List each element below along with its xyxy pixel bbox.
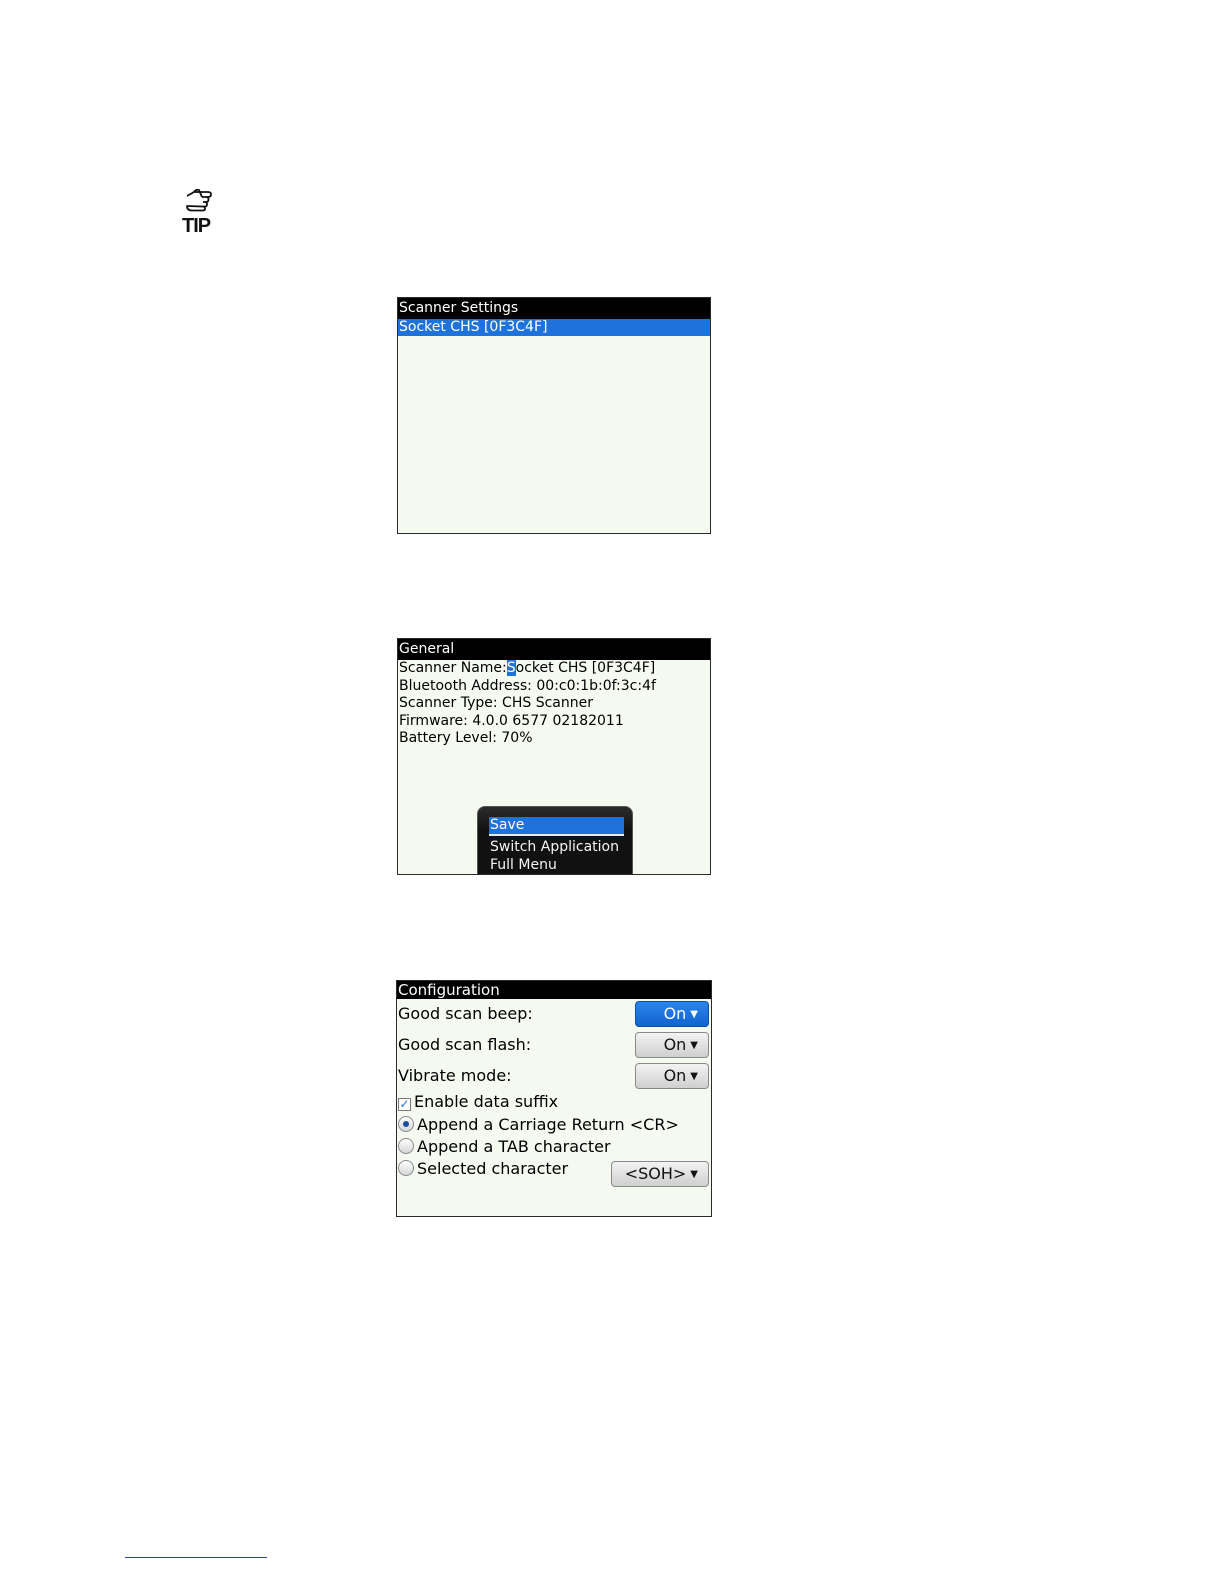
scanner-type: Scanner Type: CHS Scanner: [399, 695, 593, 712]
chevron-down-icon: ▼: [690, 1169, 698, 1180]
enable-data-suffix-label: Enable data suffix: [414, 1092, 559, 1111]
configuration-screen: [396, 980, 712, 1217]
good-scan-flash-label: Good scan flash:: [398, 1035, 532, 1054]
menu-item-switch-application[interactable]: Switch Application: [490, 839, 619, 855]
screen-title: General: [398, 639, 710, 660]
good-scan-flash-dropdown[interactable]: [635, 1032, 709, 1058]
footer-link-underline[interactable]: [125, 1557, 267, 1558]
screen-title: Configuration: [397, 981, 711, 999]
battery-level: Battery Level: 70%: [399, 730, 533, 747]
scanner-name-value: ocket CHS [0F3C4F]: [515, 660, 656, 676]
tip-label: TIP: [182, 215, 211, 237]
radio-button[interactable]: [398, 1160, 414, 1176]
option-label: Append a TAB character: [417, 1137, 611, 1156]
context-menu: [477, 806, 633, 875]
dropdown-value: On: [663, 1004, 687, 1023]
good-scan-beep-dropdown[interactable]: [635, 1001, 709, 1027]
text-cursor: S: [506, 660, 516, 676]
option-carriage-return[interactable]: [398, 1115, 679, 1134]
selected-character-dropdown[interactable]: [611, 1161, 709, 1187]
dropdown-value: On: [663, 1066, 687, 1085]
radio-button[interactable]: [398, 1138, 414, 1154]
scanner-settings-screen: [397, 297, 711, 534]
vibrate-mode-dropdown[interactable]: [635, 1063, 709, 1089]
option-tab-character[interactable]: [398, 1137, 611, 1156]
chevron-down-icon: ▼: [690, 1040, 698, 1051]
dropdown-value: On: [663, 1035, 687, 1054]
scanner-name-label: Scanner Name:: [399, 660, 507, 676]
good-scan-beep-label: Good scan beep:: [398, 1004, 533, 1023]
dropdown-value: <SOH>: [624, 1164, 687, 1183]
pointing-hand-icon: [182, 186, 222, 214]
tip-callout: [182, 186, 226, 242]
checkbox[interactable]: ✓: [399, 1097, 410, 1111]
firmware-version: Firmware: 4.0.0 6577 02182011: [399, 712, 624, 729]
chevron-down-icon: ▼: [690, 1071, 698, 1082]
menu-item-full-menu[interactable]: Full Menu: [490, 857, 557, 873]
chevron-down-icon: ▼: [690, 1009, 698, 1020]
scanner-list-item[interactable]: Socket CHS [0F3C4F]: [398, 319, 710, 336]
vibrate-mode-label: Vibrate mode:: [398, 1066, 512, 1085]
option-label: Selected character: [417, 1159, 569, 1178]
option-selected-character[interactable]: [398, 1159, 568, 1178]
scanner-name-field[interactable]: [398, 660, 710, 678]
general-screen: [397, 638, 711, 875]
radio-button[interactable]: [398, 1116, 414, 1132]
enable-data-suffix-row[interactable]: [398, 1092, 558, 1111]
screen-title: Scanner Settings: [398, 298, 710, 319]
option-label: Append a Carriage Return <CR>: [417, 1115, 679, 1134]
menu-item-save[interactable]: Save: [489, 817, 624, 836]
bluetooth-address: Bluetooth Address: 00:c0:1b:0f:3c:4f: [399, 677, 656, 694]
